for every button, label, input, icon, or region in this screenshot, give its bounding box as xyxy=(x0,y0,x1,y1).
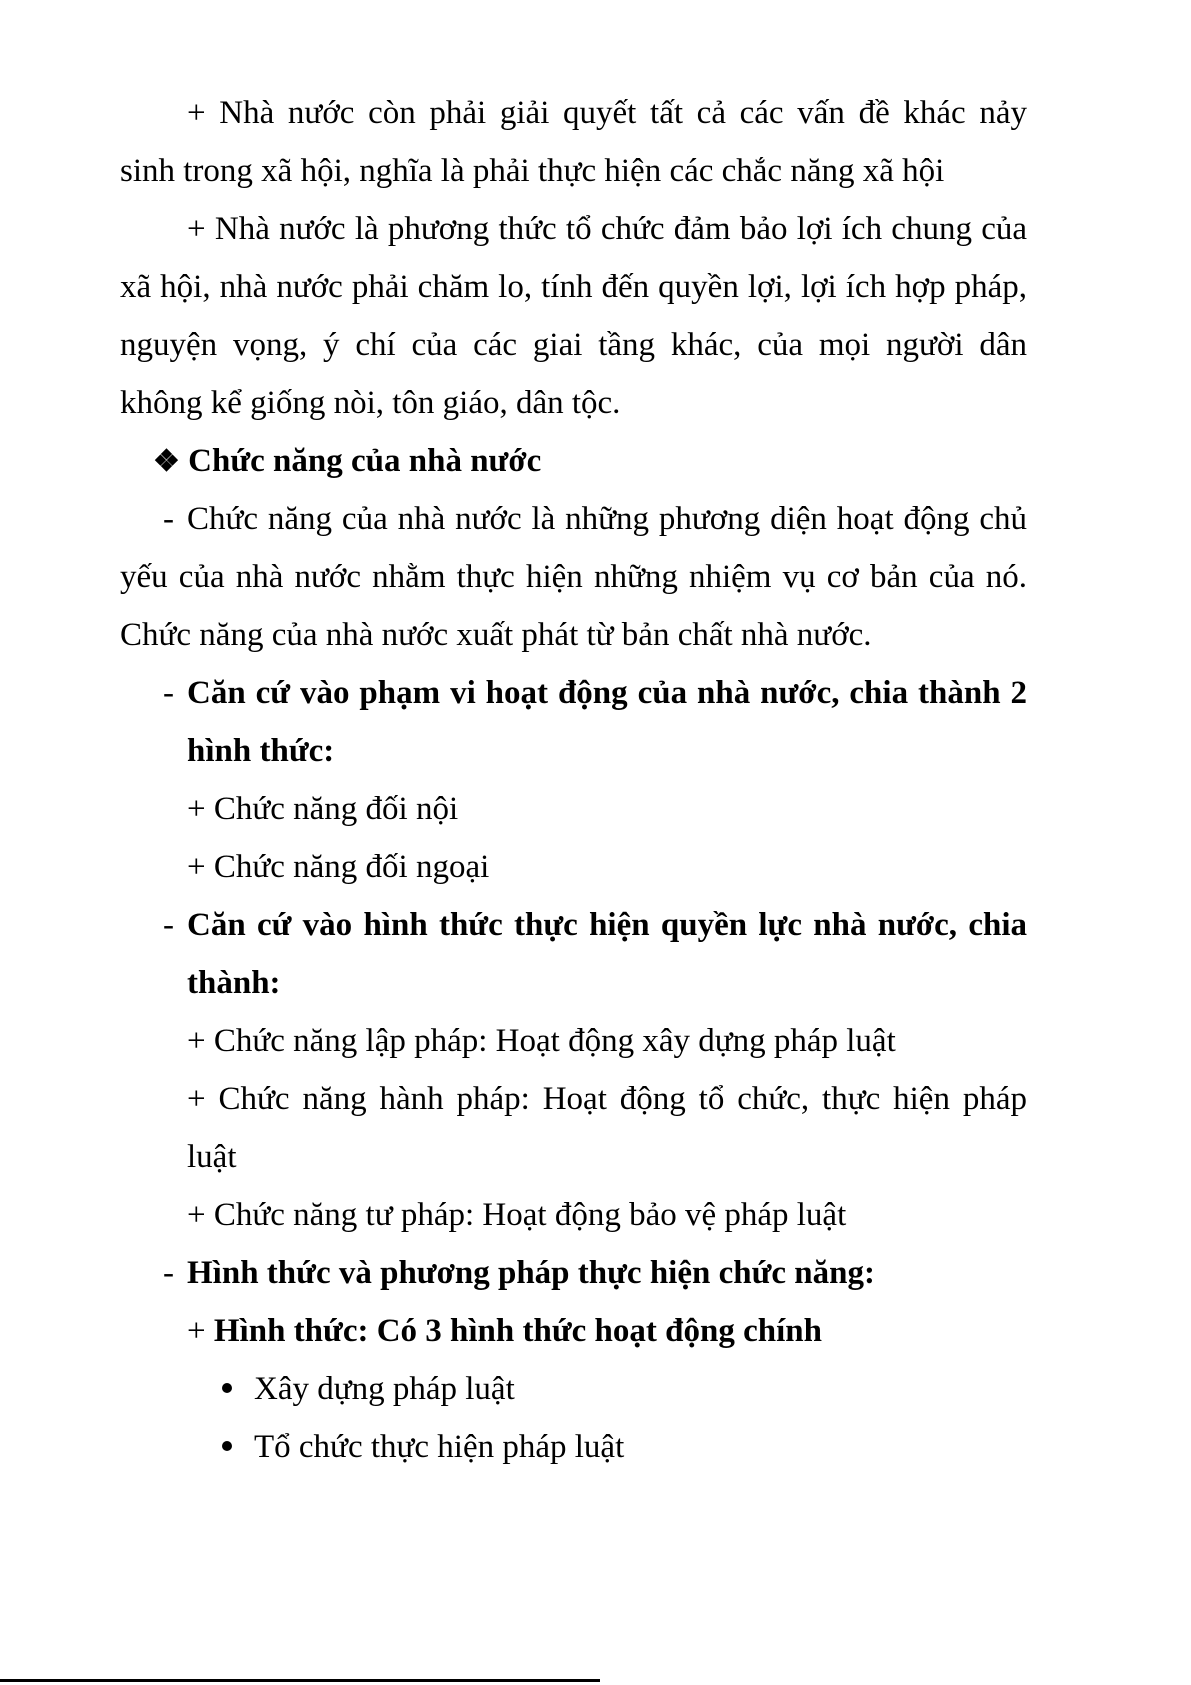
bullet-text: Tổ chức thực hiện pháp luật xyxy=(254,1429,625,1465)
definition-line: yếu của nhà nước nhằm thực hiện những nhiệm vụ cơ bản của nó. xyxy=(120,559,1027,595)
list-item: + Chức năng tư pháp: Hoạt động bảo vệ pháp luật xyxy=(187,1197,847,1233)
list-dash: - xyxy=(163,501,174,537)
paragraph-line: nguyện vọng, ý chí của các giai tầng khác, của mọi người dân xyxy=(120,327,1027,363)
list-dash: - xyxy=(163,907,174,943)
list-item: + Chức năng lập pháp: Hoạt động xây dựng pháp luật xyxy=(187,1023,896,1059)
bullet-text: Xây dựng pháp luật xyxy=(254,1371,515,1407)
scope-heading: hình thức: xyxy=(187,733,335,769)
definition-line: Chức năng của nhà nước xuất phát từ bản chất nhà nước. xyxy=(120,617,872,653)
bullet-dot-icon xyxy=(222,1441,232,1451)
list-dash: - xyxy=(163,675,174,711)
footer-rule xyxy=(0,1679,600,1682)
list-item: + Chức năng đối ngoại xyxy=(187,849,490,885)
paragraph-line: không kể giống nòi, tôn giáo, dân tộc. xyxy=(120,385,621,421)
paragraph-line: sinh trong xã hội, nghĩa là phải thực hiện các chắc năng xã hội xyxy=(120,153,945,189)
form-heading: thành: xyxy=(187,965,281,1001)
paragraph-line: + Nhà nước là phương thức tổ chức đảm bảo lợi ích chung của xyxy=(187,211,1027,247)
methods-subheading xyxy=(187,1311,822,1351)
methods-heading: Hình thức và phương pháp thực hiện chức năng: xyxy=(187,1255,875,1291)
diamond-bullet-icon: ❖ xyxy=(153,445,180,478)
bullet-item xyxy=(222,1369,515,1409)
list-item: luật xyxy=(187,1139,237,1175)
methods-subheading-text: Hình thức: Có 3 hình thức hoạt động chính xyxy=(213,1313,822,1349)
paragraph-line: xã hội, nhà nước phải chăm lo, tính đến quyền lợi, lợi ích hợp pháp, xyxy=(120,269,1027,305)
section-heading-text: Chức năng của nhà nước xyxy=(188,443,542,479)
paragraph-line: + Nhà nước còn phải giải quyết tất cả các vấn đề khác nảy xyxy=(187,95,1027,131)
form-heading: Căn cứ vào hình thức thực hiện quyền lực nhà nước, chia xyxy=(187,907,1027,943)
bullet-dot-icon xyxy=(222,1383,232,1393)
scope-heading: Căn cứ vào phạm vi hoạt động của nhà nước, chia thành 2 xyxy=(187,675,1027,711)
plus-marker: + xyxy=(187,1313,214,1349)
list-item: + Chức năng đối nội xyxy=(187,791,459,827)
list-dash: - xyxy=(163,1255,174,1291)
list-item: + Chức năng hành pháp: Hoạt động tổ chức, thực hiện pháp xyxy=(187,1081,1027,1117)
bullet-item xyxy=(222,1427,624,1467)
definition-line: Chức năng của nhà nước là những phương diện hoạt động chủ xyxy=(187,501,1027,537)
section-heading xyxy=(153,441,541,482)
